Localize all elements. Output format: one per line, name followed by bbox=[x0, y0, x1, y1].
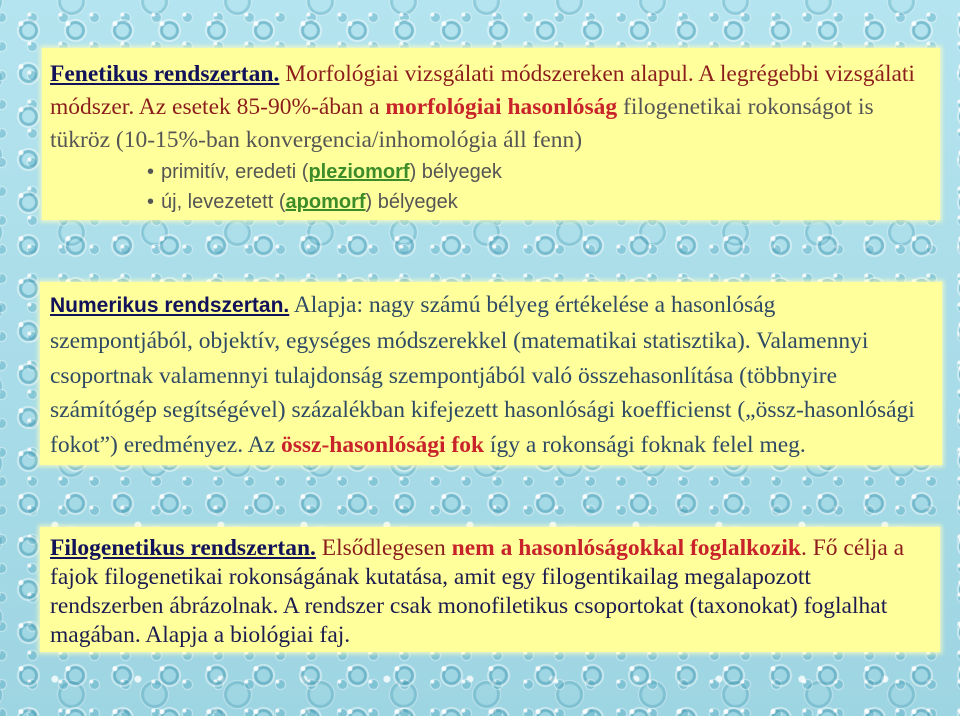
phenetic-text-2a: módszer. Az esetek 85-90%-ában a bbox=[50, 94, 386, 120]
bullet-text-before: primitív, eredeti ( bbox=[161, 161, 309, 183]
bullet-text-before: új, levezetett ( bbox=[161, 191, 286, 213]
numerical-text-5b: így a rokonsági foknak felel meg. bbox=[484, 432, 806, 459]
numerical-line-2 bbox=[50, 324, 942, 359]
phenetic-text-1: Morfológiai vizsgálati módszereken alapul. A legrégebbi vizsgálati bbox=[279, 61, 915, 87]
bullet-term-plesiomorph: pleziomorf bbox=[308, 161, 410, 183]
bullet-text-after: ) bélyegek bbox=[409, 161, 502, 183]
phenetic-taxonomy-box bbox=[42, 48, 940, 220]
phylogenetic-line-2 bbox=[50, 563, 940, 592]
phylogenetic-line-1 bbox=[50, 534, 940, 563]
phylogenetic-line-4 bbox=[50, 621, 940, 650]
phylogenetic-text-4: magában. Alapja a biológiai faj. bbox=[50, 622, 351, 648]
bullet-term-apomorph: apomorf bbox=[285, 191, 366, 213]
phylogenetic-heading: Filogenetikus rendszertan. bbox=[50, 535, 316, 561]
phenetic-text-3: tükröz (10-15%-ban konvergencia/inhomológia áll fenn) bbox=[50, 127, 583, 153]
numerical-text-1: Alapja: nagy számú bélyeg értékelése a hasonlóság bbox=[289, 292, 776, 318]
phylogenetic-text-1a: Elsődlegesen bbox=[315, 535, 452, 561]
phylogenetic-text-2: fajok filogenetikai rokonságának kutatása, amit egy filogentikailag megalapozott bbox=[50, 564, 811, 590]
numerical-taxonomy-box bbox=[40, 282, 942, 465]
numerical-text-3: csoportnak valamennyi tulajdonság szempontjából való összehasonlítása (többnyire bbox=[50, 362, 838, 389]
bullet-item-plesiomorph bbox=[50, 157, 940, 187]
numerical-heading: Numerikus rendszertan. bbox=[50, 294, 290, 317]
phenetic-emphasis: morfológiai hasonlóság bbox=[385, 94, 618, 120]
bullet-text-after: ) bélyegek bbox=[365, 191, 458, 213]
phenetic-line-1 bbox=[50, 58, 940, 91]
numerical-line-1 bbox=[50, 288, 942, 324]
phenetic-text-2b: filogenetikai rokonságot is bbox=[617, 94, 874, 120]
bullet-marker: • bbox=[147, 161, 155, 183]
numerical-text-5a: fokot”) eredményez. Az bbox=[50, 432, 281, 459]
bullet-item-apomorph bbox=[50, 187, 940, 217]
numerical-emphasis: össz-hasonlósági fok bbox=[280, 432, 485, 459]
numerical-line-4 bbox=[50, 393, 942, 428]
numerical-text-2: szempontjából, objektív, egységes módszerekkel (matematikai statisztika). Valamennyi bbox=[50, 327, 869, 354]
numerical-line-3 bbox=[50, 359, 942, 394]
phenetic-line-2 bbox=[50, 91, 940, 124]
phenetic-heading: Fenetikus rendszertan. bbox=[50, 61, 280, 87]
phenetic-line-3 bbox=[50, 124, 940, 157]
numerical-line-5 bbox=[50, 428, 942, 463]
numerical-text-4: számítógép segítségével) százalékban kifejezett hasonlósági koefficienst („össz-hasonlósági bbox=[50, 397, 915, 424]
phylogenetic-text-1b: . Fő célja a bbox=[800, 535, 905, 561]
phylogenetic-text-3: rendszerben ábrázolnak. A rendszer csak monofiletikus csoportokat (taxonokat) foglalhat bbox=[50, 593, 888, 619]
phylogenetic-line-3 bbox=[50, 592, 940, 621]
phylogenetic-taxonomy-box bbox=[40, 527, 940, 652]
bullet-marker: • bbox=[147, 191, 155, 213]
phylogenetic-emphasis: nem a hasonlóságokkal foglalkozik bbox=[451, 535, 801, 561]
